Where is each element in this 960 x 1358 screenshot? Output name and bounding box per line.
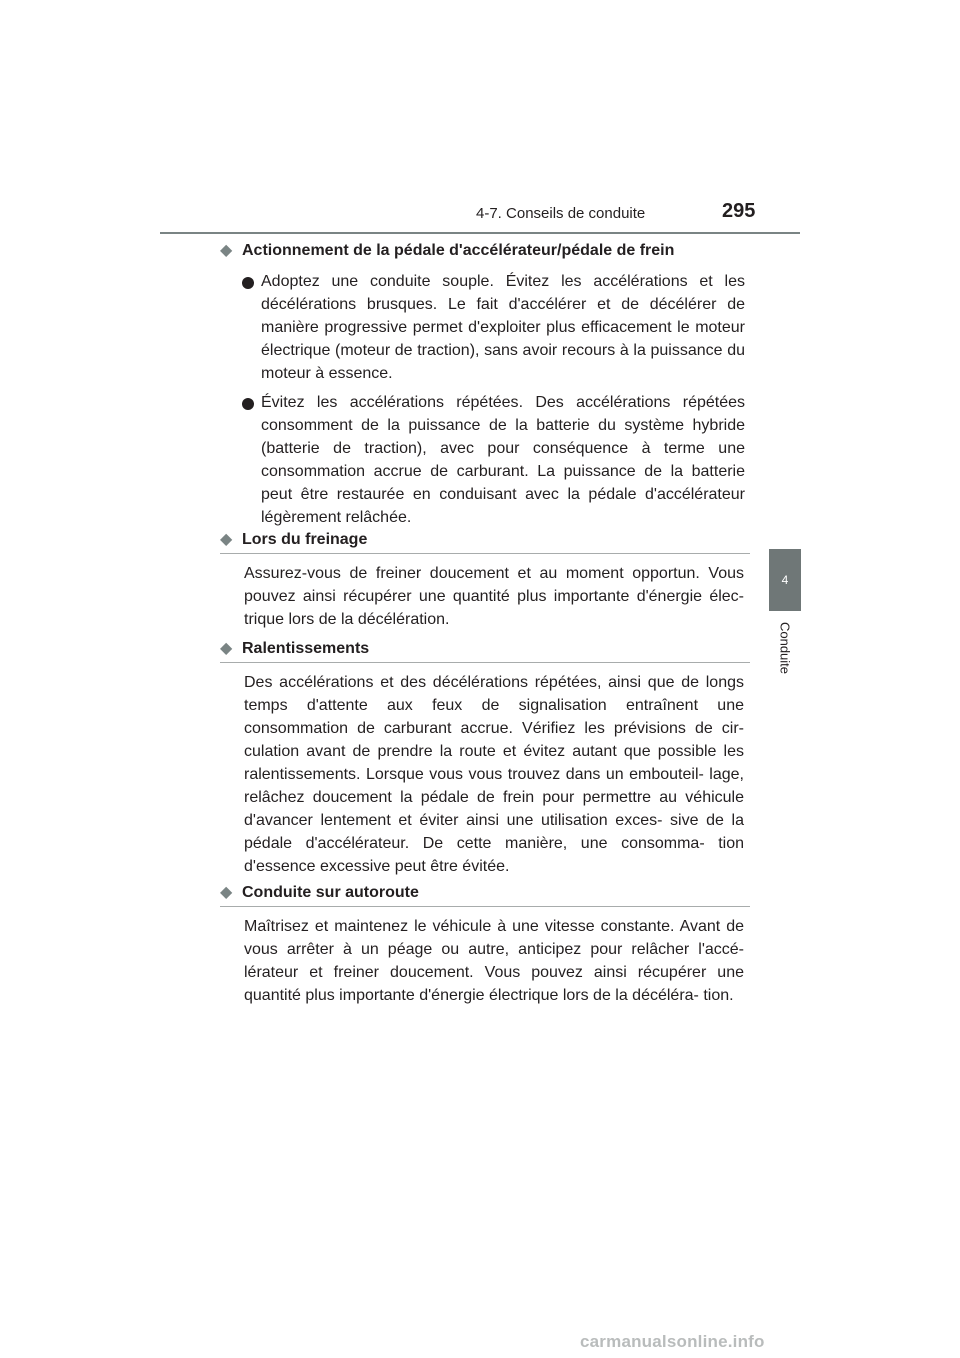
section-body: Des accélérations et des décélérations répétées, ainsi que de longs temps d'attente aux feux de signalisation entraînent une consommation de carburant accrue. Vérifiez les prévisions de cir- culation avant de prendre la route et évitez autant que possible les ralentissements. Lorsque vous vous trouvez dans un embouteil- lage, relâchez doucement la pédale de frein pour permettre au véhicule d'avancer lentement et éviter ainsi une utilisation exces- sive de la pédale d'accélérateur. De cette manière, une consomma- tion d'essence excessive peut être évitée. <box>244 674 744 875</box>
section-title: Lors du freinage <box>242 531 368 548</box>
diamond-icon: ◆ <box>220 640 233 657</box>
section-accelerator-brake <box>220 242 750 529</box>
chapter-tab-label: Conduite <box>777 621 793 675</box>
section-body: Assurez-vous de freiner doucement et au moment opportun. Vous pouvez ainsi récupérer une quantité plus importante d'énergie élec- trique lors de la décélération. <box>244 565 744 628</box>
list-item <box>242 270 745 385</box>
section-heading <box>220 640 750 663</box>
section-title: Ralentissements <box>242 640 370 657</box>
list-item <box>242 391 745 529</box>
page-number: 295 <box>722 200 756 222</box>
header-divider <box>160 232 800 234</box>
bullet-dot-icon <box>242 277 254 289</box>
section-traffic-jams <box>220 640 750 878</box>
section-braking <box>220 531 750 631</box>
section-heading <box>220 884 750 907</box>
chapter-title: 4-7. Conseils de conduite <box>476 205 646 222</box>
diamond-icon: ◆ <box>220 531 233 548</box>
list-item-text: Adoptez une conduite souple. Évitez les accélérations et les décélérations brusques. Le fait d'accélérer et de décélérer de manière progressive permet d'exploiter plus efficacement le moteur électrique (moteur de traction), sans avoir recours à la puissance du moteur à essence. <box>261 273 745 382</box>
bullet-dot-icon <box>242 398 254 410</box>
chapter-tab[interactable] <box>769 549 801 611</box>
chapter-tab-number: 4 <box>781 573 789 587</box>
diamond-icon: ◆ <box>220 242 233 259</box>
watermark: carmanualsonline.info <box>580 1332 765 1351</box>
section-title: Conduite sur autoroute <box>242 884 419 901</box>
section-heading <box>220 531 750 554</box>
section-heading <box>220 242 750 264</box>
section-title: Actionnement de la pédale d'accélérateur/pédale de frein <box>242 242 675 259</box>
list-item-text: Évitez les accélérations répétées. Des accélérations répétées consomment de la puissance de la batterie du système hybride (batterie de traction), avec pour conséquence à terme une consommation accrue de carburant. La puissance de la batterie peut être restaurée en conduisant avec la pédale d'accélérateur légèrement relâchée. <box>261 394 745 526</box>
diamond-icon: ◆ <box>220 884 233 901</box>
section-body: Maîtrisez et maintenez le véhicule à une vitesse constante. Avant de vous arrêter à un péage ou autre, anticipez pour relâcher l'accé- lérateur et freiner doucement. Vous pouvez ainsi récupérer une quantité plus importante d'énergie électrique lors de la décéléra- tion. <box>244 918 744 1004</box>
section-highway <box>220 884 750 1007</box>
